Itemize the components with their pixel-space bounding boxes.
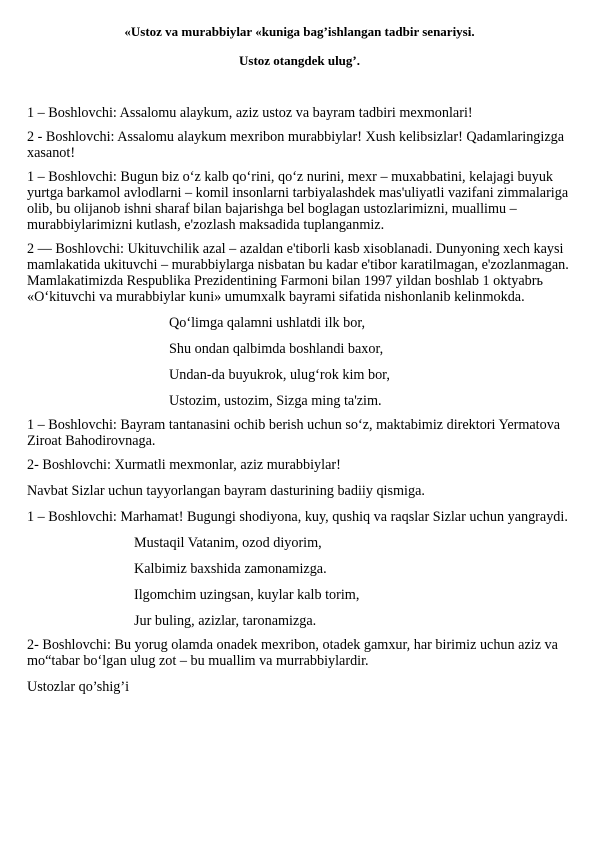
poem-line: Kalbimiz baxshida zamonamizga. [134,561,327,577]
poem-stanza [27,535,572,629]
section-heading: Ustozlar qo’shig’i [27,679,130,695]
poem-line: Ilgomchim uzingsan, kuylar kalb torim, [134,587,360,603]
paragraph: 1 – Boshlovchi: Marhamat! Bugungi shodiyona, kuy, qushiq va raqslar Sizlar uchun yangraydi. [27,509,568,525]
poem-line: Jur buling, azizlar, taronamizga. [134,613,317,629]
paragraph: 1 – Boshlovchi: Bayram tantanasini ochib berish uchun so‘z, maktabimiz direktori Yermatova Ziroat Bahodirovnaga. [27,417,561,449]
poem-line: Mustaqil Vatanim, ozod diyorim, [134,535,322,551]
paragraph: Navbat Sizlar uchun tayyorlangan bayram dasturining badiiy qismiga. [27,483,425,499]
paragraph: 2- Boshlovchi: Xurmatli mexmonlar, aziz murabbiylar! [27,457,341,473]
poem-line: Undan-da buyukrok, ulug‘rok kim bor, [169,367,390,383]
paragraph: 2 - Boshlovchi: Assalomu alaykum mexribon murabbiylar! Xush kelibsizlar! Qadamlaringizga xasanot! [27,129,565,161]
paragraph: 2 — Boshlovchi: Ukituvchilik azal – azaldan e'tiborli kasb xisoblanadi. Dunyoning xech kaysi mamlakatida ukituvchi – murabbiylarga nisbatan bu kadar e'tibor karatilmagan, e'zozlanmagan. Mamlakatimizda Respublika Prezidentining Farmoni bilan 1997 yildan boshlab 1 oktyabrь «O‘kituvchi va murabbiylar kuni» umumxalk bayrami sifatida nishonlanib kelinmokda. [27,241,569,305]
poem-stanza [27,315,572,409]
document-page [27,24,572,703]
document-subtitle: Ustoz otangdek ulug’. [239,53,360,68]
paragraph: 1 – Boshlovchi: Assalomu alaykum, aziz ustoz va bayram tadbiri mexmonlari! [27,105,473,121]
paragraph: 2- Boshlovchi: Bu yorug olamda onadek mexribon, otadek gamxur, har birimiz uchun aziz va mo“tabar bo‘lgan ulug zot – bu muallim va murrabbiylardir. [27,637,558,669]
document-title: «Ustoz va murabbiylar «kuniga bag’ishlangan tadbir senariysi. [124,24,475,39]
poem-line: Ustozim, ustozim, Sizga ming ta'zim. [169,393,382,409]
poem-line: Qo‘limga qalamni ushlatdi ilk bor, [169,315,366,331]
paragraph: 1 – Boshlovchi: Bugun biz o‘z kalb qo‘rini, qo‘z nurini, mexr – muxabbatini, kelajagi buyuk yurtga barkamol avlodlarni – komil insonlarni tarbiyalashdek mas'uliyatli vazifani zimmalariga olib, bu olijanob ishni sharaf bilan bajarishga bel boglagan ustozlarimizni, muallimu – murabbiylarimizni kutlash, e'zozlash maksadida tuplanganmiz. [27,169,569,233]
poem-line: Shu ondan qalbimda boshlandi baxor, [169,341,384,357]
